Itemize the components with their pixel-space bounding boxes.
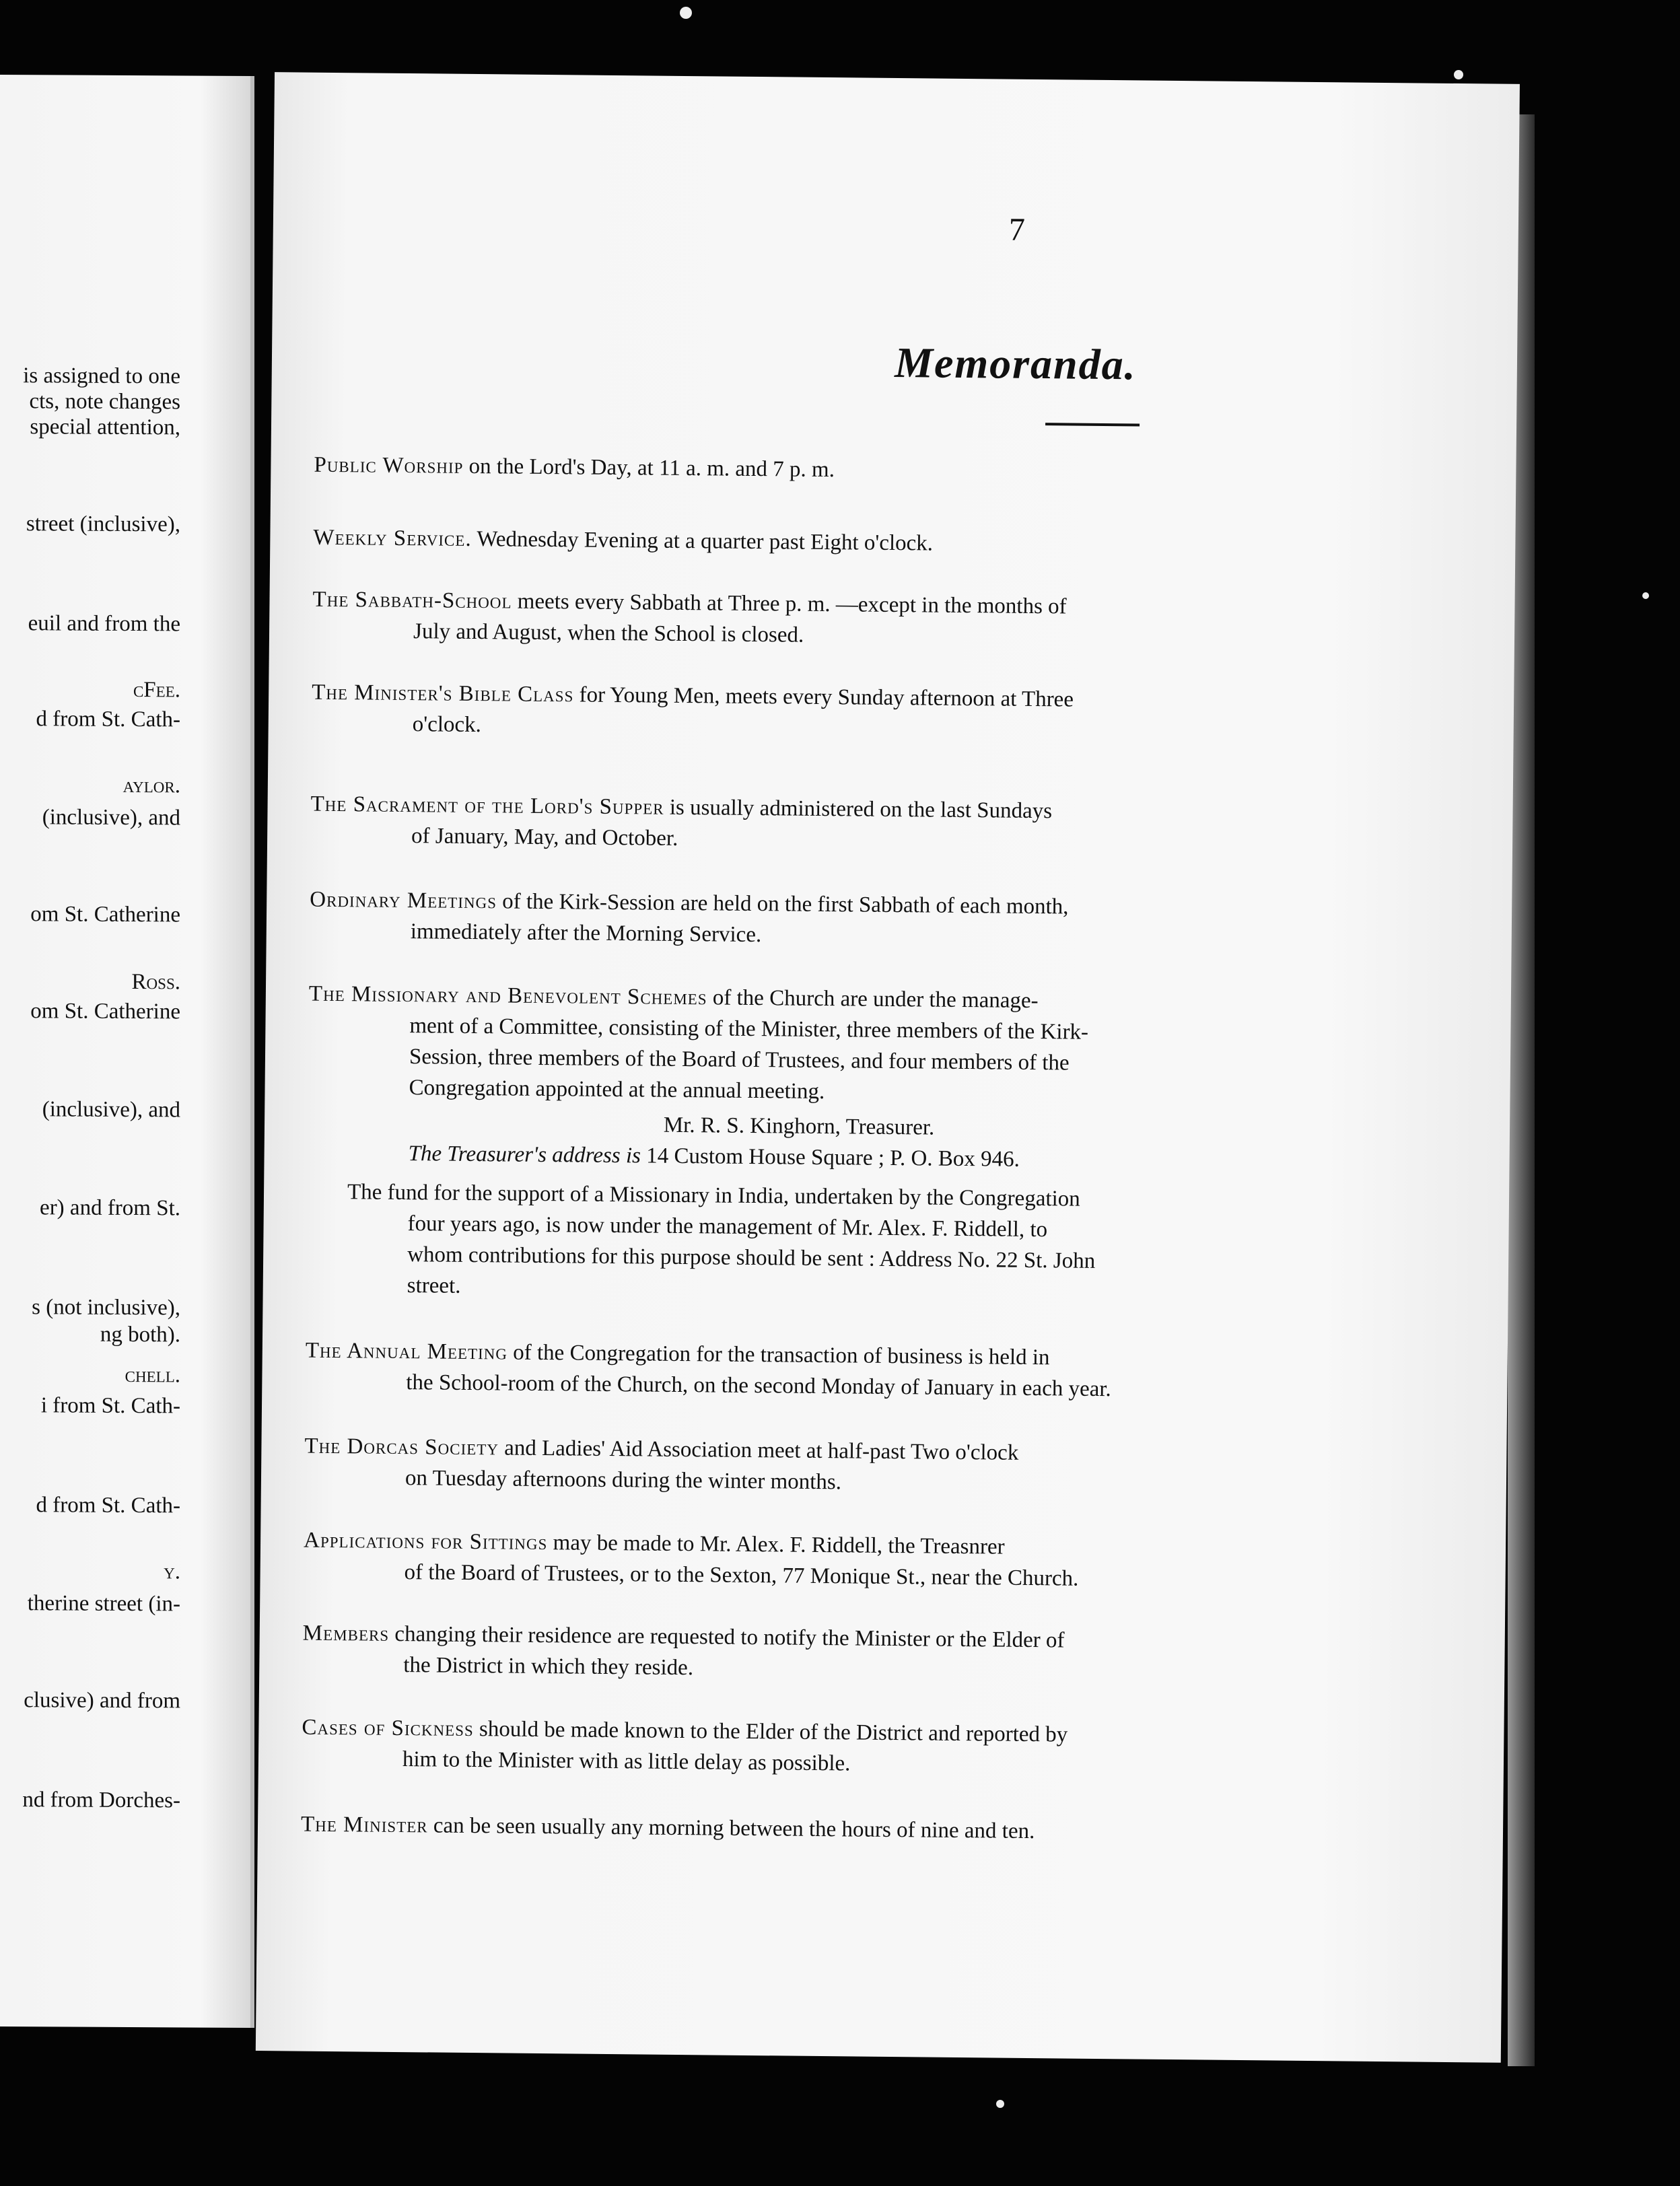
memo-continuation: him to the Minister with as little delay as possible. [402,1747,851,1776]
memo-lead: The Minister [300,1812,428,1838]
dust-speck [680,7,692,19]
fund-note-line: street. [407,1273,461,1298]
memo-text: of the Church are under the manage- [707,985,1039,1014]
treasurer-address-label: The Treasurer's address is [408,1141,641,1168]
memo-lead: The Missionary and Benevolent Schemes [308,981,707,1010]
left-line: aylor. [123,773,180,798]
memo-text: and Ladies' Aid Association meet at half-past Two o'clock [498,1436,1019,1465]
left-line: er) and from St. [40,1195,180,1221]
memo-continuation: the School-room of the Church, on the second Monday of January in each year. [406,1370,1111,1402]
memo-text: is usually administered on the last Sundays [664,795,1053,824]
memo-text: on the Lord's Day, at 11 a. m. and 7 p. m. [463,454,835,483]
memo-continuation: of the Board of Trustees, or to the Sexton, 77 Monique St., near the Church. [404,1560,1079,1591]
title-rule [1045,423,1140,426]
memo-text: of the Congregation for the transaction of business is held in [507,1340,1050,1370]
dust-speck [1642,592,1649,599]
left-line: chell. [125,1362,180,1388]
left-line: om St. Catherine [30,999,180,1024]
left-line: (inclusive), and [42,1097,180,1123]
left-line: i from St. Cath- [40,1393,180,1419]
fund-note-line: four years ago, is now under the management of Mr. Alex. F. Riddell, to [407,1211,1048,1242]
memo-the-minister [301,1809,1284,1849]
dust-speck [1454,70,1463,79]
memo-text: may be made to Mr. Alex. F. Riddell, the Treasnrer [547,1530,1005,1559]
memo-continuation: o'clock. [412,712,482,738]
left-line: nd from Dorches- [22,1788,180,1813]
memo-lead: Ordinary Meetings [310,887,497,914]
memo-cases-of-sickness [302,1712,1285,1784]
memo-lead: Weekly Service. [313,525,472,551]
memo-continuation: the District in which they reside. [403,1653,694,1681]
main-page [256,72,1520,2063]
left-line: om St. Catherine [30,902,180,927]
left-line: euil and from the [28,611,180,637]
memo-applications-sittings [303,1525,1286,1596]
left-line: street (inclusive), [26,512,180,537]
left-line: is assigned to one [23,363,180,389]
page-number: 7 [1008,211,1026,248]
memo-text: can be seen usually any morning between the hours of nine and ten. [427,1813,1035,1844]
memo-sabbath-school [312,584,1296,656]
page-title: Memoranda. [894,338,1138,389]
memo-continuation: Session, three members of the Board of Trustees, and four members of the [409,1045,1070,1076]
left-page-fragment [0,75,254,2028]
memo-continuation: of January, May, and October. [411,824,678,851]
left-line: (inclusive), and [42,805,180,831]
left-line: Ross. [131,970,180,995]
memo-text: for Young Men, meets every Sunday afternoon at Three [573,682,1074,712]
memo-missionary-schemes [308,979,1292,1112]
treasurer-name: Mr. R. S. Kinghorn, Treasurer. [663,1113,935,1140]
memo-lead: The Dorcas Society [304,1434,499,1460]
treasurer-address-value: 14 Custom House Square ; P. O. Box 946. [640,1143,1020,1172]
left-line: cFee. [133,678,180,703]
memo-bible-class [312,677,1295,748]
memo-lead: Members [302,1621,390,1646]
memo-continuation: July and August, when the School is closed. [413,619,804,647]
memo-weekly-service [313,522,1296,563]
memo-lead: The Sabbath-School [312,587,512,614]
left-line: therine street (in- [27,1591,180,1617]
memo-lead: The Minister's Bible Class [312,680,574,707]
memo-lead: The Annual Meeting [305,1338,508,1365]
memo-text: of the Kirk-Session are held on the first Sabbath of each month, [496,889,1069,919]
memo-text: should be made known to the Elder of the District and reported by [473,1717,1068,1747]
memo-lead: Public Worship [314,452,464,479]
left-line: ng both). [100,1322,180,1347]
memo-text: changing their residence are requested to notify the Minister or the Elder of [388,1621,1065,1653]
left-line: y. [164,1559,180,1584]
memo-members [302,1618,1286,1689]
left-line: clusive) and from [24,1688,180,1714]
memo-public-worship [314,450,1296,490]
memo-lead: The Sacrament of the Lord's Supper [310,791,664,820]
memo-dorcas-society [304,1431,1288,1502]
memo-lead: Applications for Sittings [303,1528,548,1555]
left-line: d from St. Cath- [36,1493,180,1518]
fund-note-line: whom contributions for this purpose should be sent : Address No. 22 St. John [407,1242,1096,1273]
memo-text: meets every Sabbath at Three p. m. —except in the months of [512,589,1067,619]
memo-continuation: on Tuesday afternoons during the winter months. [405,1466,842,1495]
left-line: cts, note changes [29,389,180,415]
memo-continuation: Congregation appointed at the annual meeting. [409,1076,825,1104]
memo-lead: Cases of Sickness [302,1715,474,1742]
memo-continuation: immediately after the Morning Service. [410,919,762,948]
memo-ordinary-meetings [310,884,1293,956]
memo-text: Wednesday Evening at a quarter past Eight o'clock. [471,526,934,556]
left-line: d from St. Cath- [36,707,180,732]
left-line: special attention, [30,415,180,440]
memo-annual-meeting [305,1335,1288,1407]
fund-note-line: The fund for the support of a Missionary in India, undertaken by the Congregation [347,1180,1080,1211]
fund-note [306,1176,1331,1310]
memo-continuation: ment of a Committee, consisting of the Minister, three members of the Kirk- [409,1014,1089,1045]
left-line: s (not inclusive), [32,1295,180,1320]
dust-speck [996,2100,1004,2108]
memo-sacrament [310,789,1294,860]
